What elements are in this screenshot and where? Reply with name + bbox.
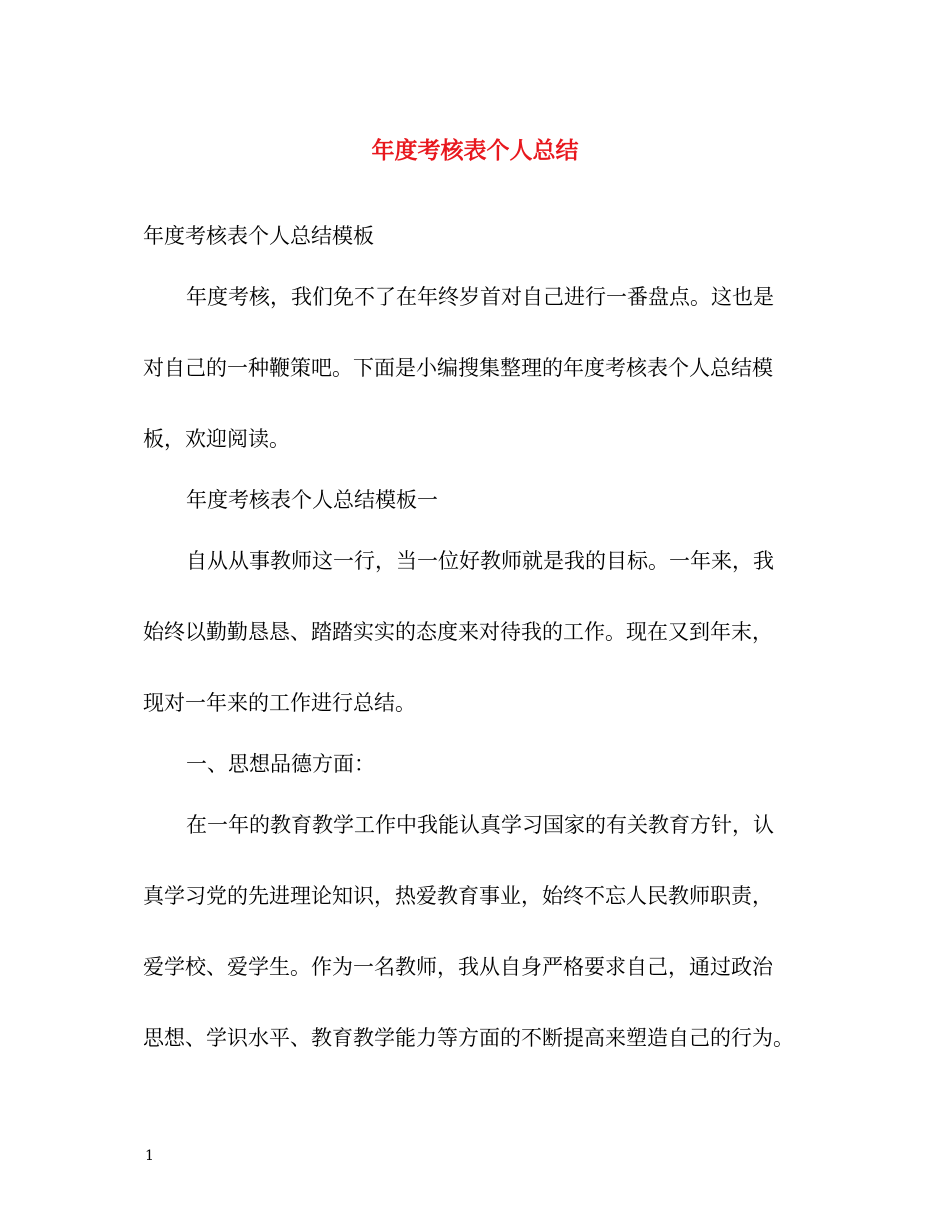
paragraph-line: 爱学校、爱学生。作为一名教师，我从自身严格要求自己，通过政治 <box>143 955 773 979</box>
paragraph-line: 在一年的教育教学工作中我能认真学习国家的有关教育方针，认 <box>186 813 774 837</box>
paragraph-line: 思想、学识水平、教育教学能力等方面的不断提高来塑造自己的行为。 <box>143 1026 794 1050</box>
paragraph-line: 始终以勤勤恳恳、踏踏实实的态度来对待我的工作。现在又到年末， <box>143 620 773 644</box>
page-number: 1 <box>145 1148 154 1164</box>
paragraph-line: 年度考核，我们免不了在年终岁首对自己进行一番盘点。这也是 <box>186 285 774 309</box>
section-heading: 一、思想品德方面： <box>186 752 375 776</box>
section-heading: 年度考核表个人总结模板一 <box>186 488 438 512</box>
paragraph-line: 对自己的一种鞭策吧。下面是小编搜集整理的年度考核表个人总结模 <box>143 356 773 380</box>
paragraph-line: 板，欢迎阅读。 <box>143 427 290 451</box>
subtitle-line: 年度考核表个人总结模板 <box>143 224 374 248</box>
paragraph-line: 真学习党的先进理论知识，热爱教育事业，始终不忘人民教师职责， <box>143 884 773 908</box>
paragraph-line: 自从从事教师这一行，当一位好教师就是我的目标。一年来，我 <box>186 549 774 573</box>
page-title: 年度考核表个人总结 <box>371 137 579 164</box>
paragraph-line: 现对一年来的工作进行总结。 <box>143 691 416 715</box>
